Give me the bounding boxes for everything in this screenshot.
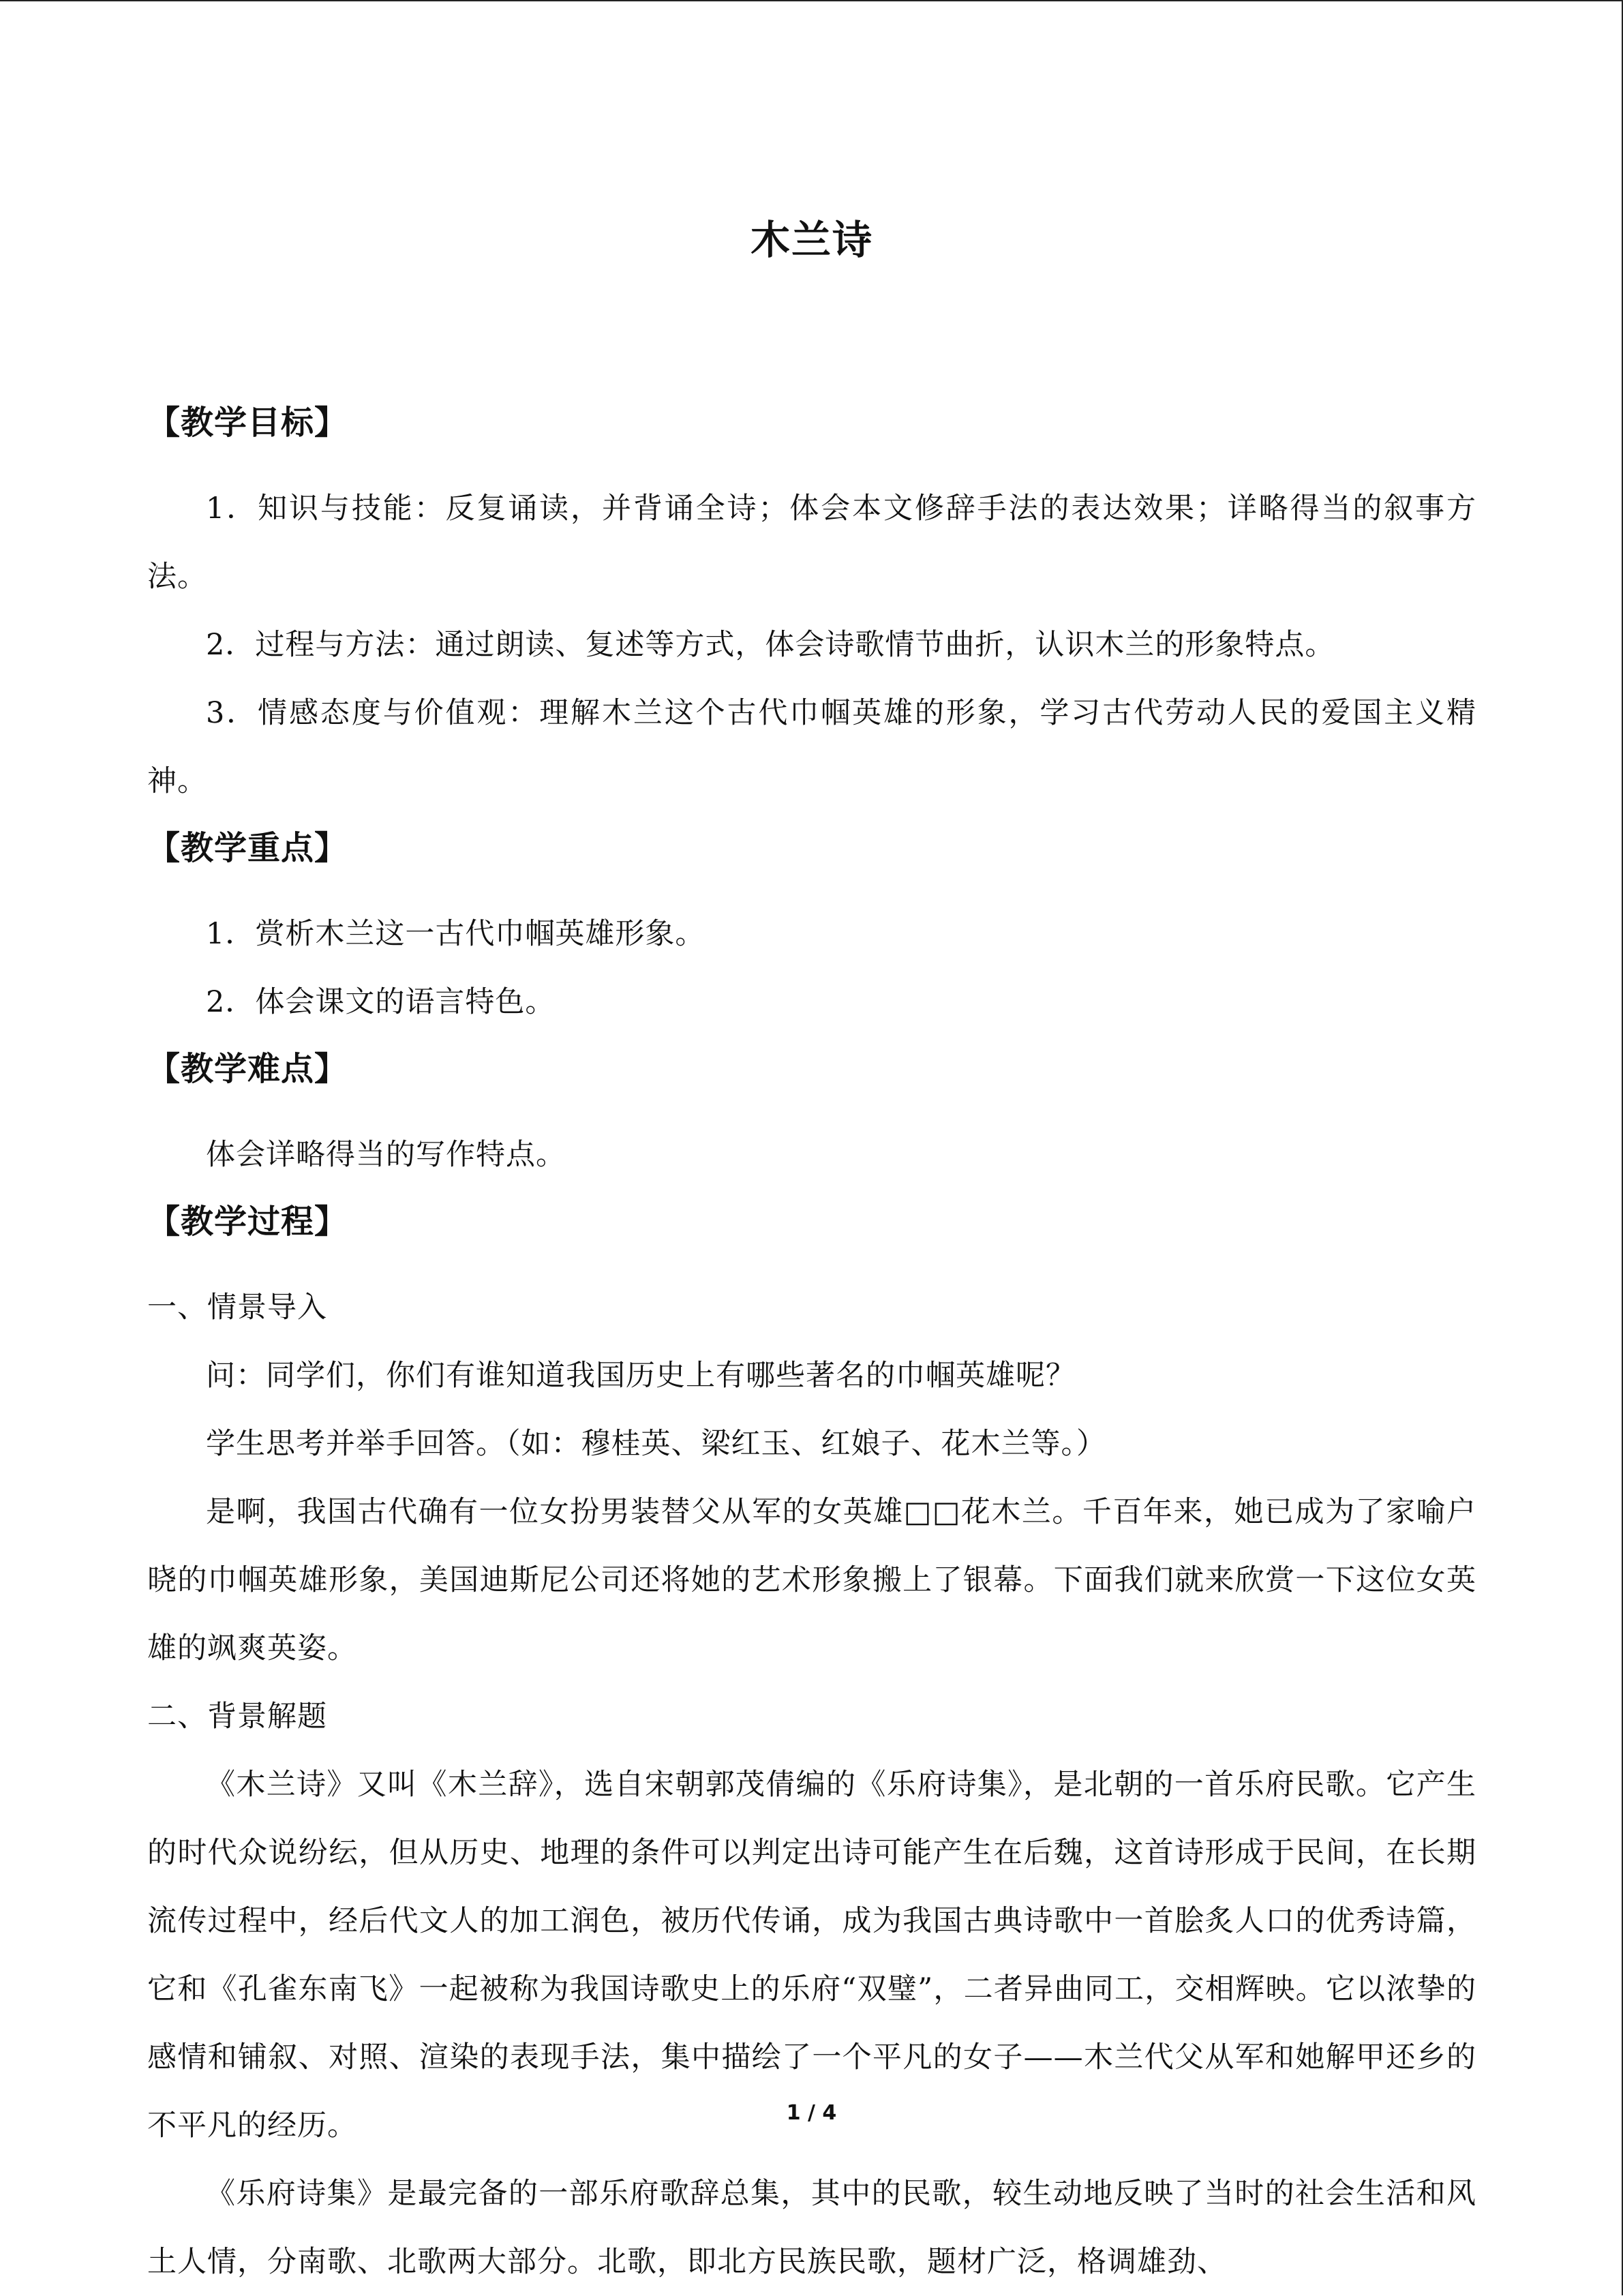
objective-item-3: 3．情感态度与价值观：理解木兰这个古代巾帼英雄的形象，学习古代劳动人民的爱国主义精神。 <box>147 696 1476 798</box>
section-process <box>147 1189 1476 2296</box>
section-heading-difficulties: 【教学难点】 <box>147 1050 348 1088</box>
process-part1-paragraph-3: 是啊，我国古代确有一位女扮男装替父从军的女英雄□□花木兰。千百年来，她已成为了家喻户晓的巾帼英雄形象，美国迪斯尼公司还将她的艺术形象搬上了银幕。下面我们就来欣赏一下这位女英雄的飒爽英姿。 <box>147 1495 1476 1665</box>
process-part1-title: 一、情景导入 <box>147 1290 327 1325</box>
section-heading-key-points: 【教学重点】 <box>147 829 348 867</box>
objective-item-1: 1．知识与技能：反复诵读，并背诵全诗；体会本文修辞手法的表达效果；详略得当的叙事方法。 <box>147 492 1476 594</box>
page-content <box>147 206 1476 2296</box>
objective-item-2: 2．过程与方法：通过朗读、复述等方式，体会诗歌情节曲折，认识木兰的形象特点。 <box>206 628 1335 662</box>
key-point-item-1: 1．赏析木兰这一古代巾帼英雄形象。 <box>206 917 706 951</box>
difficulty-item-1: 体会详略得当的写作特点。 <box>206 1138 566 1172</box>
section-difficulties <box>147 1036 1476 1189</box>
process-part2-paragraph-1: 《木兰诗》又叫《木兰辞》，选自宋朝郭茂倩编的《乐府诗集》，是北朝的一首乐府民歌。它产生的时代众说纷纭，但从历史、地理的条件可以判定出诗可能产生在后魏，这首诗形成于民间，在长期流传过程中，经后代文人的加工润色，被历代传诵，成为我国古典诗歌中一首脍炙人口的优秀诗篇，它和《孔雀东南飞》一起被称为我国诗歌史上的乐府“双璧”，二者异曲同工，交相辉映。它以浓挚的感情和铺叙、对照、渲染的表现手法，集中描绘了一个平凡的女子——木兰代父从军和她解甲还乡的不平凡的经历。 <box>147 1768 1476 2143</box>
section-key-points <box>147 815 1476 1036</box>
process-part2-title: 二、背景解题 <box>147 1700 327 1734</box>
section-heading-process: 【教学过程】 <box>147 1203 348 1241</box>
process-part1-paragraph-2: 学生思考并举手回答。（如：穆桂英、梁红玉、红娘子、花木兰等。） <box>206 1427 1106 1461</box>
process-part2-paragraph-2: 《乐府诗集》是最完备的一部乐府歌辞总集，其中的民歌，较生动地反映了当时的社会生活和风土人情，分南歌、北歌两大部分。北歌，即北方民族民歌，题材广泛，格调雄劲、 <box>147 2177 1476 2279</box>
page-number: 1 / 4 <box>786 2101 837 2125</box>
section-heading-objectives: 【教学目标】 <box>147 404 348 442</box>
process-part1-paragraph-1: 问：同学们，你们有谁知道我国历史上有哪些著名的巾帼英雄呢？ <box>206 1359 1076 1393</box>
document-title: 木兰诗 <box>750 217 873 263</box>
key-point-item-2: 2．体会课文的语言特色。 <box>206 985 556 1019</box>
section-objectives <box>147 390 1476 815</box>
